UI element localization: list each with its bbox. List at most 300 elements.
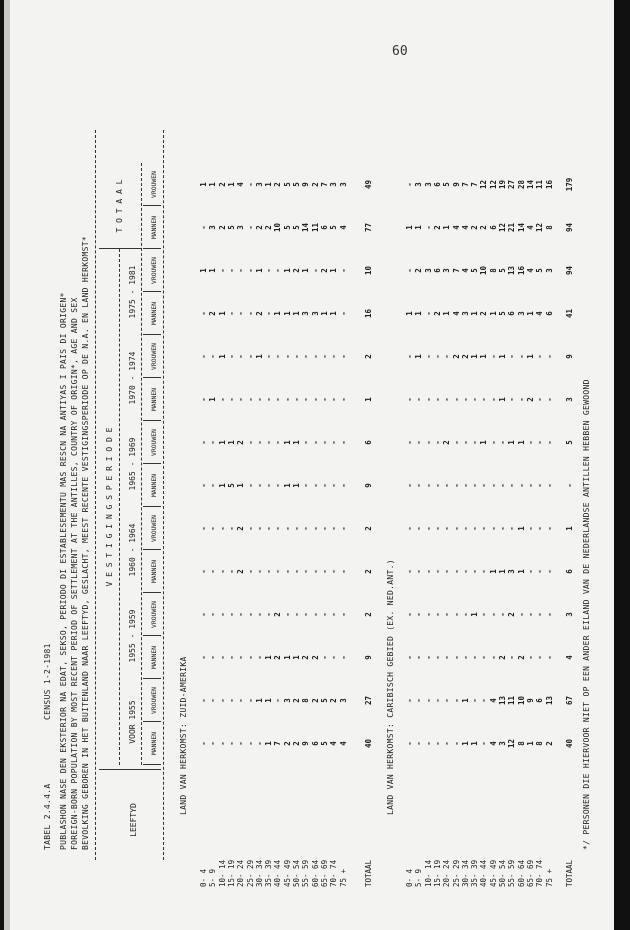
table-cell: -	[217, 268, 227, 273]
age-group-label: 75 +	[338, 868, 348, 887]
table-cell: 1	[405, 225, 414, 230]
table-cell: 2	[310, 655, 320, 660]
table-cell: -	[525, 655, 535, 660]
total-cell: 1	[565, 526, 574, 531]
table-cell: 3	[338, 182, 348, 187]
age-group-label: 55- 59	[507, 859, 517, 887]
table-cell: -	[442, 354, 452, 359]
table-cell: 6	[310, 741, 320, 746]
table-cell: -	[507, 483, 517, 488]
table-cell: -	[460, 655, 470, 660]
table-cell: 1	[236, 483, 246, 488]
table-cell: -	[544, 440, 554, 445]
total-cell: 77	[364, 222, 373, 233]
table-cell: -	[423, 655, 433, 660]
table-cell: -	[338, 397, 348, 402]
table-cell: 8	[301, 698, 311, 703]
table-cell: -	[507, 526, 517, 531]
age-group-label: 10- 14	[217, 859, 227, 887]
table-cell: 2	[292, 741, 301, 746]
table-cell: 1	[264, 698, 274, 703]
table-cell: 7	[470, 182, 480, 187]
age-group-label: 45- 49	[488, 859, 498, 887]
table-cell: 2	[310, 698, 320, 703]
table-cell: 2	[301, 655, 311, 660]
column-divider	[143, 248, 161, 249]
table-cell: -	[236, 698, 246, 703]
table-cell: 21	[507, 222, 517, 233]
age-group-label: 40- 44	[273, 859, 283, 887]
table-cell: 1	[498, 569, 507, 574]
table-cell: 3	[544, 268, 554, 273]
table-cell: 1	[525, 354, 535, 359]
table-cell: 1	[199, 182, 208, 187]
table-cell: 5	[470, 268, 480, 273]
table-cell: -	[236, 354, 246, 359]
table-cell: -	[460, 440, 470, 445]
table-cell: -	[310, 569, 320, 574]
age-group-label: 0- 4	[405, 868, 414, 887]
table-cell: -	[442, 526, 452, 531]
table-cell: -	[254, 397, 264, 402]
total-heading: T O T A A L	[115, 179, 124, 233]
table-cell: -	[338, 526, 348, 531]
table-cell: 1	[414, 354, 424, 359]
table-cell: 1	[460, 741, 470, 746]
table-cell: 19	[498, 179, 507, 190]
table-cell: -	[498, 612, 507, 617]
table-cell: -	[405, 698, 414, 703]
table-cell: -	[282, 397, 292, 402]
column-divider	[143, 334, 161, 335]
table-cell: 10	[516, 695, 526, 706]
table-cell: -	[535, 440, 545, 445]
table-cell: -	[470, 569, 480, 574]
table-cell: -	[338, 440, 348, 445]
table-cell: -	[432, 440, 442, 445]
total-cell: 40	[565, 738, 574, 749]
table-cell: -	[414, 741, 424, 746]
title-papiamentu: PUBLASHON NASE DEN EKSTERIOR NA EDAT, SEKSO, PERIODO DI ESTABLESEMENTU MAS RESCN NA ANTIYAS I PAIS DI ORIGEN*	[59, 292, 68, 850]
age-column-divider	[99, 769, 161, 770]
table-cell: -	[488, 354, 498, 359]
total-cell: 49	[364, 179, 373, 190]
table-cell: 1	[254, 268, 264, 273]
table-cell: -	[488, 440, 498, 445]
women-heading: VROUWEN	[150, 687, 158, 714]
table-cell: -	[310, 440, 320, 445]
men-heading: MANNEN	[150, 645, 158, 670]
women-heading: VROUWEN	[150, 515, 158, 542]
table-cell: -	[451, 526, 461, 531]
table-cell: -	[319, 483, 329, 488]
table-cell: 4	[460, 268, 470, 273]
table-cell: 12	[488, 179, 498, 190]
total-cell: 6	[364, 440, 373, 445]
table-cell: -	[226, 612, 236, 617]
table-cell: -	[488, 483, 498, 488]
table-cell: 3	[310, 311, 320, 316]
table-cell: 7	[273, 741, 283, 746]
table-cell: -	[498, 440, 507, 445]
table-cell: 1	[292, 483, 301, 488]
table-cell: -	[199, 741, 208, 746]
age-group-label: 50- 54	[292, 859, 301, 887]
women-heading: VROUWEN	[150, 171, 158, 198]
table-cell: -	[319, 655, 329, 660]
table-cell: -	[338, 612, 348, 617]
table-cell: -	[442, 483, 452, 488]
table-cell: 1	[282, 483, 292, 488]
table-cell: -	[199, 397, 208, 402]
table-cell: 1	[264, 182, 274, 187]
table-cell: -	[516, 354, 526, 359]
table-cell: -	[432, 741, 442, 746]
table-cell: 6	[507, 311, 517, 316]
table-cell: -	[273, 354, 283, 359]
table-cell: 28	[516, 179, 526, 190]
table-cell: -	[470, 655, 480, 660]
total-cell: 67	[565, 695, 574, 706]
table-cell: 2	[236, 526, 246, 531]
table-cell: -	[208, 569, 218, 574]
total-cell: 5	[565, 440, 574, 445]
table-cell: -	[432, 655, 442, 660]
table-cell: -	[451, 440, 461, 445]
table-cell: -	[451, 741, 461, 746]
age-group-label: 65- 69	[319, 859, 329, 887]
table-cell: -	[338, 569, 348, 574]
table-cell: -	[226, 354, 236, 359]
men-heading: MANNEN	[150, 387, 158, 412]
table-cell: -	[432, 526, 442, 531]
period-heading: 1960 - 1964	[128, 523, 137, 577]
table-cell: 3	[498, 741, 507, 746]
table-cell: 1	[470, 612, 480, 617]
table-cell: 9	[301, 741, 311, 746]
column-divider	[143, 764, 161, 765]
table-cell: -	[199, 698, 208, 703]
table-cell: 1	[470, 311, 480, 316]
table-cell: -	[460, 397, 470, 402]
table-cell: -	[507, 397, 517, 402]
table-cell: -	[264, 440, 274, 445]
table-cell: -	[405, 612, 414, 617]
table-cell: 2	[460, 354, 470, 359]
table-cell: -	[338, 655, 348, 660]
column-divider	[143, 635, 161, 636]
table-cell: -	[544, 526, 554, 531]
table-cell: -	[226, 741, 236, 746]
table-cell: 5	[292, 182, 301, 187]
table-cell: -	[208, 354, 218, 359]
total-cell: 40	[364, 738, 373, 749]
table-cell: -	[405, 655, 414, 660]
table-cell: 2	[442, 440, 452, 445]
table-cell: -	[264, 311, 274, 316]
table-cell: 1	[414, 225, 424, 230]
scanned-page	[4, 0, 614, 930]
table-cell: -	[525, 526, 535, 531]
age-group-label: 60- 64	[310, 859, 320, 887]
age-group-label: 70- 74	[535, 859, 545, 887]
table-cell: 14	[525, 179, 535, 190]
table-cell: 4	[460, 225, 470, 230]
table-cell: -	[236, 311, 246, 316]
table-cell: -	[310, 483, 320, 488]
table-cell: -	[423, 440, 433, 445]
table-cell: -	[264, 569, 274, 574]
table-cell: 2	[273, 182, 283, 187]
table-cell: 1	[292, 655, 301, 660]
table-cell: 5	[535, 268, 545, 273]
table-cell: 5	[498, 311, 507, 316]
table-cell: -	[442, 569, 452, 574]
table-cell: -	[292, 569, 301, 574]
table-cell: 1	[208, 397, 218, 402]
table-cell: -	[479, 741, 489, 746]
table-cell: 1	[208, 182, 218, 187]
table-cell: -	[199, 569, 208, 574]
total-cell: 179	[565, 177, 574, 192]
table-cell: 9	[451, 182, 461, 187]
table-cell: -	[544, 569, 554, 574]
table-cell: -	[460, 483, 470, 488]
age-group-label: 15- 19	[432, 859, 442, 887]
table-cell: 3	[329, 182, 339, 187]
table-cell: 1	[301, 268, 311, 273]
table-cell: -	[301, 612, 311, 617]
table-cell: 1	[460, 698, 470, 703]
period-rule	[119, 249, 120, 765]
table-cell: 6	[544, 311, 554, 316]
table-cell: -	[319, 440, 329, 445]
table-cell: 11	[310, 222, 320, 233]
women-heading: VROUWEN	[150, 429, 158, 456]
table-cell: -	[479, 569, 489, 574]
table-cell: -	[245, 741, 255, 746]
period-heading: 1970 - 1974	[128, 351, 137, 405]
table-cell: -	[451, 612, 461, 617]
table-cell: -	[544, 483, 554, 488]
table-cell: -	[516, 397, 526, 402]
table-cell: -	[208, 440, 218, 445]
table-cell: -	[199, 483, 208, 488]
table-cell: -	[310, 397, 320, 402]
table-cell: -	[470, 483, 480, 488]
table-cell: 12	[479, 179, 489, 190]
table-cell: -	[423, 225, 433, 230]
table-cell: -	[432, 612, 442, 617]
total-cell: 4	[565, 655, 574, 660]
table-cell: -	[254, 741, 264, 746]
table-cell: 7	[460, 182, 470, 187]
table-cell: 4	[338, 741, 348, 746]
table-cell: -	[544, 655, 554, 660]
table-cell: 1	[319, 311, 329, 316]
age-group-label: 10- 14	[423, 859, 433, 887]
table-cell: -	[423, 311, 433, 316]
total-cell: 2	[364, 612, 373, 617]
table-cell: -	[264, 354, 274, 359]
table-cell: -	[432, 354, 442, 359]
table-cell: -	[516, 483, 526, 488]
header-rule-top	[95, 130, 96, 860]
table-cell: -	[319, 569, 329, 574]
age-group-label: 30- 34	[460, 859, 470, 887]
table-cell: -	[329, 354, 339, 359]
table-cell: -	[414, 569, 424, 574]
table-cell: -	[442, 741, 452, 746]
table-cell: -	[245, 225, 255, 230]
table-cell: -	[217, 526, 227, 531]
table-cell: 6	[432, 268, 442, 273]
table-cell: 4	[525, 268, 535, 273]
table-cell: -	[319, 397, 329, 402]
table-cell: 4	[329, 741, 339, 746]
table-cell: 13	[498, 695, 507, 706]
table-cell: -	[405, 397, 414, 402]
table-cell: -	[544, 397, 554, 402]
table-cell: -	[292, 612, 301, 617]
table-cell: -	[405, 526, 414, 531]
table-cell: -	[245, 354, 255, 359]
table-cell: 8	[535, 741, 545, 746]
table-cell: 5	[319, 698, 329, 703]
table-cell: -	[264, 268, 274, 273]
table-cell: -	[432, 483, 442, 488]
total-cell: 1	[364, 397, 373, 402]
table-cell: -	[488, 397, 498, 402]
table-cell: 1	[479, 440, 489, 445]
table-cell: -	[264, 397, 274, 402]
total-cell: 2	[364, 526, 373, 531]
age-group-label: 55- 59	[301, 859, 311, 887]
table-cell: 3	[254, 182, 264, 187]
table-cell: -	[273, 526, 283, 531]
table-cell: -	[405, 354, 414, 359]
table-cell: -	[264, 526, 274, 531]
column-divider	[143, 463, 161, 464]
table-cell: 4	[451, 225, 461, 230]
table-cell: -	[470, 397, 480, 402]
title-dutch: BEVOLKING GEBOREN IN HET BUITENLAND NAAR LEEFTYD, GESLACHT, MEEST RECENTE VESTIGINGSPERIODE OP DE N.A. EN LAND HERKOMST*	[81, 236, 90, 850]
table-cell: -	[199, 440, 208, 445]
total-cell: -	[565, 483, 574, 488]
table-cell: 9	[301, 182, 311, 187]
table-cell: 2	[414, 268, 424, 273]
table-cell: 3	[338, 698, 348, 703]
table-cell: -	[535, 655, 545, 660]
table-cell: -	[208, 698, 218, 703]
women-heading: VROUWEN	[150, 601, 158, 628]
men-heading: MANNEN	[150, 559, 158, 584]
column-divider	[143, 678, 161, 679]
table-cell: 3	[423, 182, 433, 187]
table-cell: 2	[236, 440, 246, 445]
age-group-label: 5- 9	[208, 868, 218, 887]
total-cell: 94	[565, 222, 574, 233]
table-cell: 1	[217, 483, 227, 488]
table-cell: 3	[301, 311, 311, 316]
table-cell: 1	[525, 741, 535, 746]
table-cell: -	[525, 440, 535, 445]
table-cell: -	[329, 655, 339, 660]
table-cell: -	[470, 440, 480, 445]
table-cell: 2	[319, 268, 329, 273]
table-cell: -	[423, 698, 433, 703]
age-group-label: 60- 64	[516, 859, 526, 887]
table-cell: -	[245, 268, 255, 273]
table-cell: 6	[432, 182, 442, 187]
table-cell: -	[292, 354, 301, 359]
table-cell: 16	[516, 265, 526, 276]
table-cell: -	[329, 440, 339, 445]
column-divider	[143, 291, 161, 292]
table-cell: 1	[479, 354, 489, 359]
table-cell: 4	[488, 698, 498, 703]
age-group-label: 15- 19	[226, 859, 236, 887]
table-cell: -	[414, 397, 424, 402]
table-cell: -	[338, 268, 348, 273]
header-rule-bottom	[163, 130, 164, 860]
table-cell: -	[460, 612, 470, 617]
period-heading: VOOR 1955	[128, 700, 137, 744]
table-cell: -	[301, 354, 311, 359]
section-label: LAND VAN HERKOMST: CARIBISCH GEBIED (EX. NED.ANT.)	[386, 559, 395, 815]
table-cell: 1	[264, 655, 274, 660]
total-cell: 2	[364, 354, 373, 359]
settlement-period-heading: V E S T I G I N G S P E R I O D E	[105, 427, 114, 587]
table-cell: 5	[282, 225, 292, 230]
column-divider	[143, 721, 161, 722]
table-cell: -	[405, 569, 414, 574]
column-divider	[143, 205, 161, 206]
table-cell: 1	[329, 268, 339, 273]
table-cell: -	[273, 698, 283, 703]
table-cell: -	[199, 526, 208, 531]
table-cell: -	[245, 483, 255, 488]
men-heading: MANNEN	[150, 731, 158, 756]
table-cell: -	[245, 655, 255, 660]
table-cell: -	[470, 698, 480, 703]
table-cell: -	[414, 440, 424, 445]
table-cell: -	[226, 397, 236, 402]
table-cell: -	[208, 483, 218, 488]
table-cell: -	[479, 655, 489, 660]
sex-rule	[141, 163, 142, 765]
table-cell: 2	[282, 741, 292, 746]
table-cell: -	[208, 612, 218, 617]
table-cell: -	[329, 569, 339, 574]
table-cell: -	[310, 612, 320, 617]
table-cell: 12	[535, 222, 545, 233]
table-cell: -	[310, 354, 320, 359]
age-heading: LEEFTYD	[129, 803, 138, 837]
table-cell: 1	[217, 354, 227, 359]
table-cell: -	[282, 526, 292, 531]
table-cell: -	[488, 612, 498, 617]
table-cell: 3	[236, 225, 246, 230]
table-cell: -	[217, 569, 227, 574]
table-cell: -	[245, 526, 255, 531]
total-cell: 9	[364, 655, 373, 660]
table-cell: -	[525, 483, 535, 488]
table-cell: -	[245, 569, 255, 574]
men-heading: MANNEN	[150, 301, 158, 326]
table-cell: -	[273, 569, 283, 574]
table-cell: 2	[292, 698, 301, 703]
